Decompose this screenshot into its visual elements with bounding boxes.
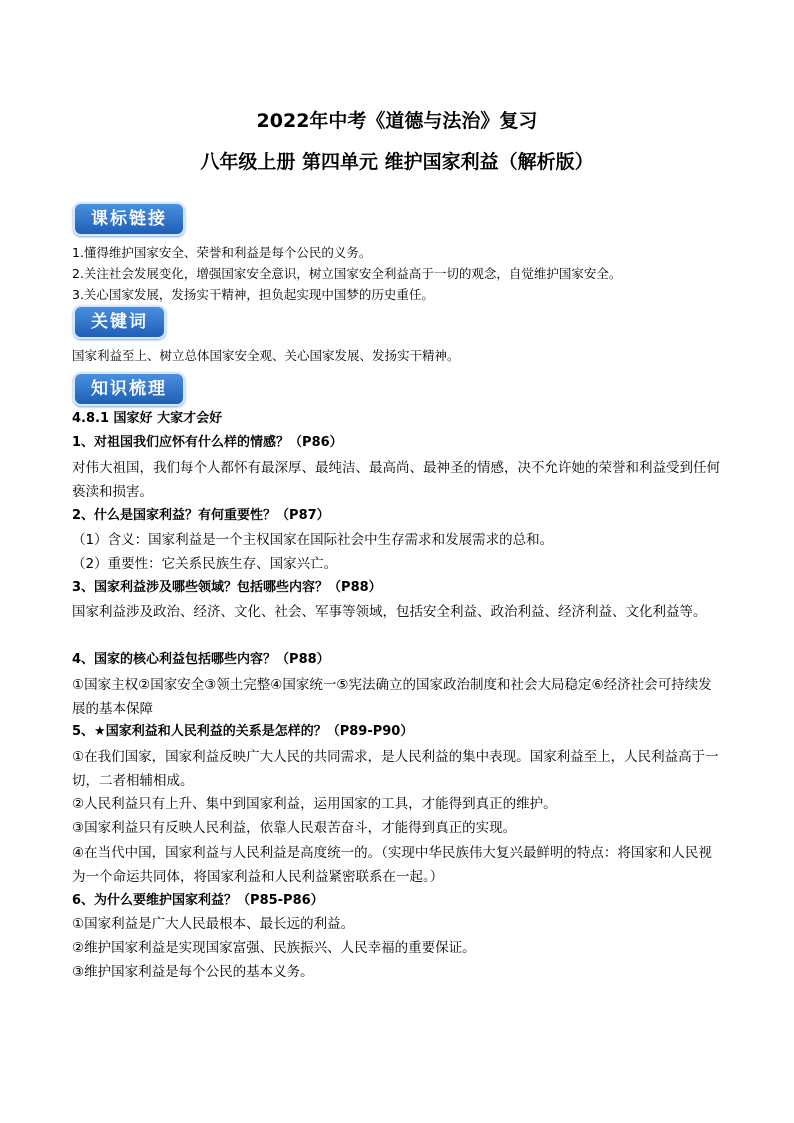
answer-2-2: （2）重要性：它关系民族生存、国家兴亡。 — [72, 556, 338, 572]
section-tag-knowledge: 知识梳理 — [73, 372, 185, 406]
answer-5-3: ③国家利益只有反映人民利益，依靠人民艰苦奋斗，才能得到真正的实现。 — [72, 820, 517, 836]
document-subtitle: 八年级上册 第四单元 维护国家利益（解析版） — [200, 151, 594, 173]
answer-6-2: ②维护国家利益是实现国家富强、民族振兴、人民幸福的重要保证。 — [72, 940, 476, 956]
answer-5-1: ①在我们国家，国家利益反映广大人民的共同需求，是人民利益的集中表现。国家利益至上，人民利益高于一切，二者相辅相成。 — [72, 749, 719, 789]
answer-5-2: ②人民利益只有上升、集中到国家利益，运用国家的工具，才能得到真正的维护。 — [72, 796, 557, 812]
answer-5-4: ④在当代中国，国家利益与人民利益是高度统一的。（实现中华民族伟大复兴最鲜明的特点：将国家和人民视为一个命运共同体，将国家利益和人民利益紧密联系在一起。） — [72, 845, 712, 885]
question-1: 1、对祖国我们应怀有什么样的情感？（P86） — [72, 435, 343, 450]
standards-item-3: 3.关心国家发展，发扬实干精神，担负起实现中国梦的历史重任。 — [72, 287, 434, 302]
question-3: 3、国家利益涉及哪些领域？包括哪些内容？（P88） — [72, 580, 382, 595]
keywords-text: 国家利益至上、树立总体国家安全观、关心国家发展、发扬实干精神。 — [72, 348, 460, 363]
knowledge-subtitle: 4.8.1 国家好 大家才会好 — [72, 411, 223, 426]
section-tag-standards: 课标链接 — [73, 202, 185, 236]
answer-6-3: ③维护国家利益是每个公民的基本义务。 — [72, 964, 314, 980]
answer-2-1: （1）含义：国家利益是一个主权国家在国际社会中生存需求和发展需求的总和。 — [72, 532, 554, 548]
question-5: 5、★国家利益和人民利益的关系是怎样的？（P89-P90） — [72, 724, 414, 739]
document-title: 2022年中考《道德与法治》复习 — [256, 110, 538, 132]
standards-item-1: 1.懂得维护国家安全、荣誉和利益是每个公民的义务。 — [72, 245, 372, 260]
section-tag-keywords: 关键词 — [73, 305, 166, 339]
question-2: 2、什么是国家利益？有何重要性？（P87） — [72, 508, 330, 523]
answer-1: 对伟大祖国，我们每个人都怀有最深厚、最纯洁、最高尚、最神圣的情感，决不允许她的荣誉和利益受到任何亵渎和损害。 — [72, 460, 720, 500]
answer-6-1: ①国家利益是广大人民最根本、最长远的利益。 — [72, 916, 355, 932]
answer-4: ①国家主权②国家安全③领土完整④国家统一⑤宪法确立的国家政治制度和社会大局稳定⑥经济社会可持续发展的基本保障 — [72, 677, 712, 717]
question-4: 4、国家的核心利益包括哪些内容？（P88） — [72, 652, 330, 667]
standards-item-2: 2.关注社会发展变化，增强国家安全意识，树立国家安全利益高于一切的观念，自觉维护国家安全。 — [72, 266, 622, 281]
question-6: 6、为什么要维护国家利益？（P85-P86） — [72, 893, 324, 908]
answer-3: 国家利益涉及政治、经济、文化、社会、军事等领域，包括安全利益、政治利益、经济利益、文化利益等。 — [72, 604, 707, 620]
